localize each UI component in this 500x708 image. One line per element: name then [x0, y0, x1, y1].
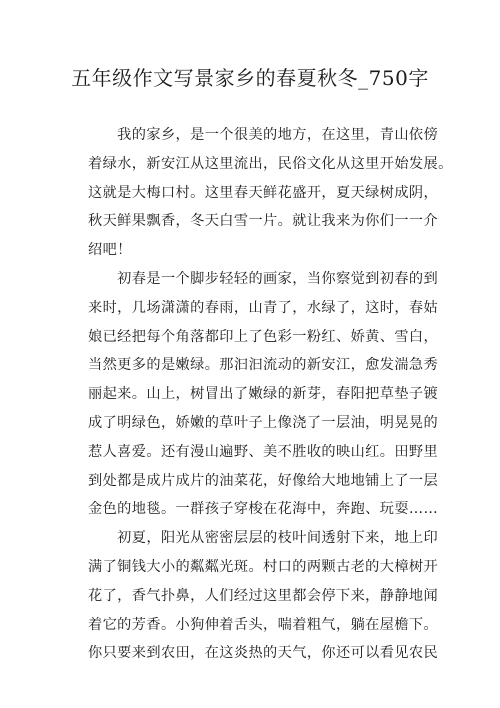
- body-line: 丽起来。山上，树冒出了嫩绿的新芽，春阳把草垫子镀: [88, 386, 439, 403]
- body-line: 当然更多的是嫩绿。那汩汩流动的新安江，愈发湍急秀: [88, 357, 439, 374]
- body-line: 惹人喜爱。还有漫山遍野、美不胜收的映山红。田野里: [88, 443, 439, 460]
- body-line: 绍吧！: [88, 242, 132, 259]
- body-line: 到处都是成片成片的油菜花，好像给大地地铺上了一层: [88, 472, 439, 489]
- body-line: 着绿水，新安江从这里流出，民俗文化从这里开始发展。: [88, 155, 453, 172]
- document-title: 五年级作文写景家乡的春夏秋冬_750字: [71, 66, 429, 90]
- body-line: 花了，香气扑鼻，人们经过这里都会停下来，静静地闻: [88, 587, 439, 604]
- body-line: 着它的芳香。小狗伸着舌头，喘着粗气，躺在屋檐下。: [88, 616, 439, 633]
- body-line: 初夏，阳光从密密层层的枝叶间透射下来，地上印: [88, 530, 439, 547]
- body-line: 我的家乡，是一个很美的地方，在这里，青山依傍: [88, 127, 439, 143]
- body-line: 满了铜钱大小的粼粼光斑。村口的两颗古老的大樟树开: [88, 558, 439, 575]
- body-line: 金色的地毯。一群孩子穿梭在花海中，奔跑、玩耍……: [88, 501, 439, 518]
- body-line: 秋天鲜果飘香，冬天白雪一片。就让我来为你们一一介: [88, 213, 439, 230]
- document-body: [88, 121, 453, 668]
- body-line: 初春是一个脚步轻轻的画家，当你察觉到初春的到: [88, 270, 439, 287]
- body-line: 成了明绿色，娇嫩的草叶子上像浇了一层油，明晃晃的: [88, 414, 439, 431]
- body-line: 你只要来到农田，在这炎热的天气，你还可以看见农民: [88, 645, 439, 662]
- body-line: 来时，几场潇潇的春雨，山青了，水绿了，这时，春姑: [88, 299, 439, 316]
- body-line: 娘已经把每个角落都印上了色彩一粉红、娇黄、雪白，: [88, 328, 439, 345]
- body-line: 这就是大梅口村。这里春天鲜花盛开，夏天绿树成阴，: [88, 184, 439, 201]
